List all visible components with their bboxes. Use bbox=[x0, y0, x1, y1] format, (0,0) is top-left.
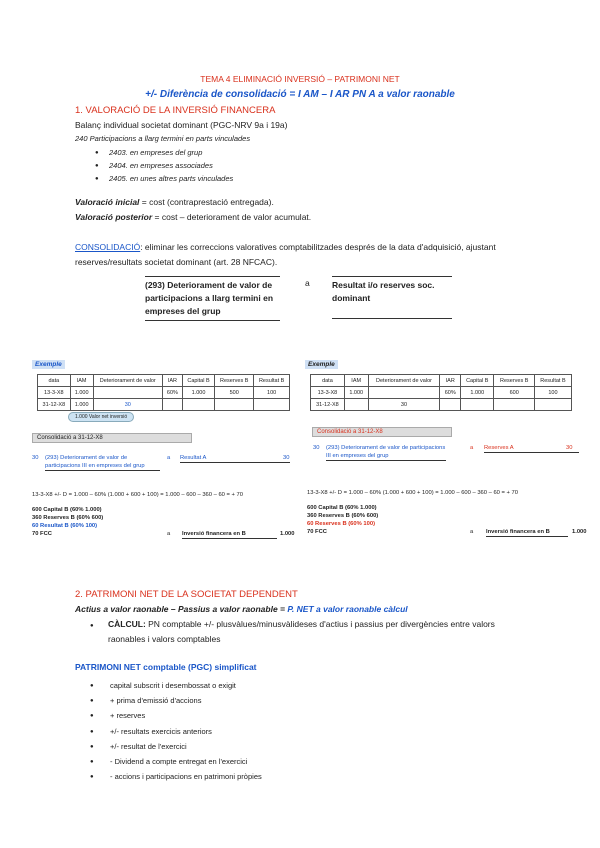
page-title bbox=[0, 74, 600, 84]
table-cell: 1.000 bbox=[461, 387, 494, 399]
entry-line: 360 Reserves B (60% 600) bbox=[32, 515, 104, 521]
consolidation-bar-right: Consolidació a 31-12-X8 bbox=[312, 427, 452, 437]
example-table-right bbox=[310, 374, 572, 411]
vi-label: Valoració inicial bbox=[75, 197, 140, 207]
inv-left: Inversió financera en B bbox=[182, 530, 277, 539]
sub-a: Actius a valor raonable – Passius a valor raonable = bbox=[75, 604, 288, 614]
consolidation-link[interactable]: CONSOLIDACIÓ bbox=[75, 242, 141, 252]
journal-right-right: Reserves A bbox=[484, 444, 579, 453]
table-header: IAR bbox=[162, 375, 182, 387]
inv-right: Inversió financera en B bbox=[486, 528, 568, 537]
example-tag-left: Exemple bbox=[32, 360, 65, 369]
journal-text-left: (293) Deteriorament de valor de participacions III en empreses del grup bbox=[45, 454, 160, 471]
box-right: Resultat i/o reserves soc. dominant bbox=[332, 276, 452, 319]
consolidation-text: : eliminar les correccions valoratives comptabilitzades després de la data d'adquisició, ajustant reserves/resultats societat dominant (art. 28 NFCAC). bbox=[75, 242, 496, 267]
initial-valuation bbox=[75, 197, 274, 207]
table-cell: 30 bbox=[93, 399, 162, 411]
table-cell: 30 bbox=[368, 399, 440, 411]
table-cell: 100 bbox=[254, 387, 290, 399]
table-cell bbox=[534, 399, 571, 411]
net-value-bubble: 1.000 Valor net inversió bbox=[68, 412, 134, 422]
table-cell bbox=[344, 399, 368, 411]
table-cell: 100 bbox=[534, 387, 571, 399]
table-header: Resultat B bbox=[534, 375, 571, 387]
table-cell: 600 bbox=[494, 387, 534, 399]
table-header: Reserves B bbox=[494, 375, 534, 387]
table-header: Reserves B bbox=[215, 375, 254, 387]
table-header: IAM bbox=[70, 375, 93, 387]
table-cell bbox=[494, 399, 534, 411]
entry-line: 60 Reserves B (60% 100) bbox=[307, 521, 375, 527]
table-row bbox=[311, 399, 572, 411]
table-cell: 31-12-X8 bbox=[311, 399, 345, 411]
table-row bbox=[311, 387, 572, 399]
calc-bullet: ● CÀLCUL: PN comptable +/- plusvàlues/minusvàlideses d'actius i passius per divergències entre valors raonables i valors comptables bbox=[90, 619, 495, 644]
section2-heading: 2. PATRIMONI NET DE LA SOCIETAT DEPENDENT bbox=[75, 589, 298, 600]
table-cell bbox=[162, 399, 182, 411]
account-list bbox=[95, 146, 233, 185]
table-row bbox=[38, 387, 290, 399]
journal-right-left: Resultat A bbox=[180, 454, 290, 463]
table-cell bbox=[254, 399, 290, 411]
table-header: IAR bbox=[440, 375, 461, 387]
consolidation-formula: +/- Diferència de consolidació = I AM – I AR PN A a valor raonable bbox=[145, 89, 455, 100]
entry-line: 70 FCC bbox=[32, 531, 52, 537]
list-item: ● + prima d'emissió d'accions bbox=[90, 693, 262, 708]
list-item: ● - Dividend a compte entregat en l'exercici bbox=[90, 754, 262, 769]
table-header-row bbox=[38, 375, 290, 387]
entry-line: 360 Reserves B (60% 600) bbox=[307, 513, 379, 519]
sub-b: P. NET a valor raonable càlcul bbox=[287, 604, 408, 614]
table-header: Capital B bbox=[461, 375, 494, 387]
journal-a-right: a bbox=[470, 445, 474, 451]
list-item: ● 2404. en empreses associades bbox=[95, 159, 233, 172]
table-header: data bbox=[311, 375, 345, 387]
table-cell: 60% bbox=[440, 387, 461, 399]
calc-right: 13-3-X8 +/- D = 1.000 – 60% (1.000 + 600 + 100) = 1.000 – 600 – 360 – 60 = + 70 bbox=[307, 490, 518, 496]
section2-subheading bbox=[75, 604, 408, 614]
table-header: Capital B bbox=[182, 375, 214, 387]
table-cell: 13-3-X8 bbox=[38, 387, 71, 399]
journal-ramt-left: 30 bbox=[283, 455, 290, 461]
table-header: Resultat B bbox=[254, 375, 290, 387]
pn-heading: PATRIMONI NET comptable (PGC) simplificat bbox=[75, 662, 257, 672]
inv-a-left: a bbox=[167, 531, 171, 537]
table-cell: 31-12-X8 bbox=[38, 399, 71, 411]
entry-line: 60 Resultat B (60% 100) bbox=[32, 523, 98, 529]
table-cell: 13-3-X8 bbox=[311, 387, 345, 399]
pn-list bbox=[90, 678, 262, 784]
consolidation-paragraph bbox=[75, 240, 530, 270]
list-item: ● 2405. en unes altres parts vinculades bbox=[95, 172, 233, 185]
journal-a-left: a bbox=[167, 455, 171, 461]
table-cell bbox=[461, 399, 494, 411]
table-cell: 1.000 bbox=[70, 399, 93, 411]
account-text: 240 Participacions a llarg termini en parts vinculades bbox=[75, 134, 251, 143]
lines-right bbox=[307, 504, 378, 536]
vi-text: = cost (contraprestació entregada). bbox=[139, 197, 274, 207]
entry-line: 600 Capital B (60% 1.000) bbox=[307, 505, 377, 511]
table-header: Deteriorament de valor bbox=[93, 375, 162, 387]
table-cell bbox=[182, 399, 214, 411]
table-cell: 1.000 bbox=[182, 387, 214, 399]
section1-heading: 1. VALORACIÓ DE LA INVERSIÓ FINANCERA bbox=[75, 105, 276, 116]
balance-text: Balanç individual societat dominant (PGC-NRV 9a i 19a) bbox=[75, 120, 288, 130]
box-a: a bbox=[305, 278, 310, 288]
journal-amount-right: 30 bbox=[313, 445, 320, 451]
table-header: data bbox=[38, 375, 71, 387]
list-item: ● +/- resultats exercicis anteriors bbox=[90, 724, 262, 739]
journal-text-right: (293) Deteriorament de valor de participacions III en empreses del grup bbox=[326, 445, 446, 459]
consolidation-bar-left: Consolidació a 31-12-X8 bbox=[32, 433, 192, 443]
example-table-left bbox=[37, 374, 290, 411]
table-cell bbox=[440, 399, 461, 411]
lines-left bbox=[32, 506, 103, 538]
list-item: ● +/- resultat de l'exercici bbox=[90, 739, 262, 754]
list-item: ● 2403. en empreses del grup bbox=[95, 146, 233, 159]
table-header: Deteriorament de valor bbox=[368, 375, 440, 387]
table-row bbox=[38, 399, 290, 411]
entry-line: 70 FCC bbox=[307, 529, 327, 535]
vp-text: = cost – deteriorament de valor acumulat. bbox=[152, 212, 312, 222]
list-item: ● - accions i participacions en patrimoni pròpies bbox=[90, 769, 262, 784]
inv-amt-left: 1.000 bbox=[280, 531, 295, 537]
table-header-row bbox=[311, 375, 572, 387]
table-cell: 1.000 bbox=[70, 387, 93, 399]
calc-text: PN comptable +/- plusvàlues/minusvàlideses d'actius i passius per divergències entre valors raonables i valors comptables bbox=[108, 619, 495, 644]
table-cell bbox=[93, 387, 162, 399]
box-left: (293) Deteriorament de valor de participacions a llarg termini en empreses del grup bbox=[145, 276, 280, 321]
inv-amt-right: 1.000 bbox=[572, 529, 587, 535]
table-cell: 500 bbox=[215, 387, 254, 399]
example-tag-right: Exemple bbox=[305, 360, 338, 369]
vp-label: Valoració posterior bbox=[75, 212, 153, 222]
table-cell: 60% bbox=[162, 387, 182, 399]
table-cell: 1.000 bbox=[344, 387, 368, 399]
inv-a-right: a bbox=[470, 529, 474, 535]
later-valuation bbox=[75, 212, 311, 222]
entry-line: 600 Capital B (60% 1.000) bbox=[32, 507, 102, 513]
journal-ramt-right: 30 bbox=[566, 445, 573, 451]
list-item: ● capital subscrit i desembossat o exigit bbox=[90, 678, 262, 693]
table-cell bbox=[215, 399, 254, 411]
calc-label: CÀLCUL: bbox=[108, 619, 146, 629]
table-cell bbox=[368, 387, 440, 399]
calc-left: 13-3-X8 +/- D = 1.000 – 60% (1.000 + 600 + 100) = 1.000 – 600 – 360 – 60 = + 70 bbox=[32, 492, 243, 498]
table-header: IAM bbox=[344, 375, 368, 387]
list-item: ● + reserves bbox=[90, 708, 262, 723]
title-text: TEMA 4 ELIMINACIÓ INVERSIÓ – PATRIMONI NET bbox=[200, 74, 400, 84]
journal-amount-left: 30 bbox=[32, 455, 39, 461]
